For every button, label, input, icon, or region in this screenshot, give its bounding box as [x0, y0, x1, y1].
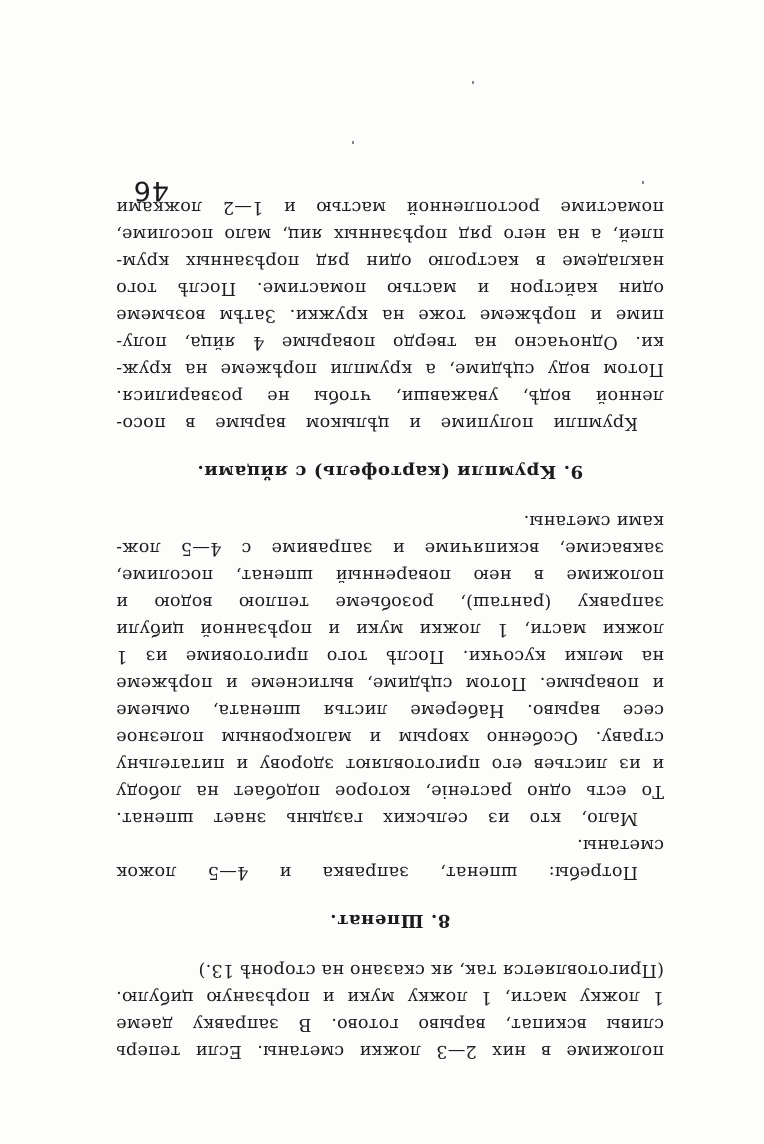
recipe-text-potatoes-eggs	[116, 193, 664, 436]
paper-speck	[472, 81, 474, 84]
text-line: заправку (ранташ), розобьеме теплою водою и	[116, 592, 664, 612]
text-line: сесе варыво. Наберeме листья шпената, омыеме	[116, 700, 664, 720]
text-line: и из листьев его приготовляют здорову и питательну	[116, 754, 664, 774]
text-line: ками сметаны.	[523, 511, 664, 531]
recipe-heading-spinach: 8. Шпенат.	[329, 910, 451, 931]
text-line: и поварыме. Потом сцѣдиме, вытиснеме и порѣжеме	[116, 673, 664, 693]
page-text	[116, 193, 664, 1064]
text-line: плей, а на него ряд порѣзанных яиц, мало посолиме,	[116, 224, 664, 244]
recipe-heading-potatoes-eggs: 9. Крумпли (картофель) с яйцами.	[196, 461, 584, 482]
text-line: накладеме в кастролю один ряд порѣзанных крум-	[116, 251, 664, 271]
text-line: один кайстрон и мастью помастиме. Послѣ того	[116, 278, 664, 298]
text-line: страву. Особенно хворым и малокровным полезное	[116, 727, 664, 747]
text-line: ки. Одночасно на твердо поварыме 4 яйца, полу-	[116, 332, 664, 352]
text-line: ложки масти, 1 ложки муки и порѣзанной цибули	[116, 619, 664, 639]
text-line: положиме в них 2—3 ложки сметаны. Если теперь	[116, 1041, 664, 1061]
recipe-text-spinach	[116, 507, 664, 831]
text-line: ленной водѣ, уважавши, чтобы не розварилися.	[116, 386, 664, 406]
text-line: сливы вскипат, варыво готово. В заправку даеме	[116, 1014, 664, 1034]
paper-speck	[642, 181, 644, 184]
page-number: 46	[132, 175, 169, 206]
text-line: заквасиме, вскипячиме и заправиме с 4—5 лож-	[116, 538, 664, 558]
text-line: 1 ложку масти, 1 ложку муки и порѣзаную цибулю.	[116, 987, 664, 1007]
text-line: положиме в нею поваренный шпенат, посолиме,	[116, 565, 664, 585]
text-line: помастиме ростопленной мастью и 1—2 ложками	[116, 197, 664, 217]
text-line: сметаны.	[576, 835, 664, 855]
text-line: Крумпли полупиме и цѣлыком варыме в посо-	[116, 413, 638, 433]
text-line: на мелки кусочки. Послѣ того приготовиме из 1	[116, 646, 664, 666]
recipe-ingredients	[116, 831, 664, 885]
text-line: Потребы: шпенат, заправка и 4—5 ложок	[116, 862, 638, 882]
text-line: Потом воду сцѣдиме, а крумпли порѣжеме на круж-	[116, 359, 664, 379]
text-line: То есть одно растеніе, которое подобает на лободу	[116, 781, 664, 801]
text-line: (Приготовляется так, як сказано на сторонѣ 13.)	[198, 960, 664, 980]
text-line: Мало, кто из сельских газдынь знает шпенат.	[116, 808, 638, 828]
paragraph-continuation	[116, 956, 664, 1064]
text-line: пиме и порѣжеме тоже на кружки. Затѣм возьмеме	[116, 305, 664, 325]
paper-speck	[352, 141, 354, 144]
